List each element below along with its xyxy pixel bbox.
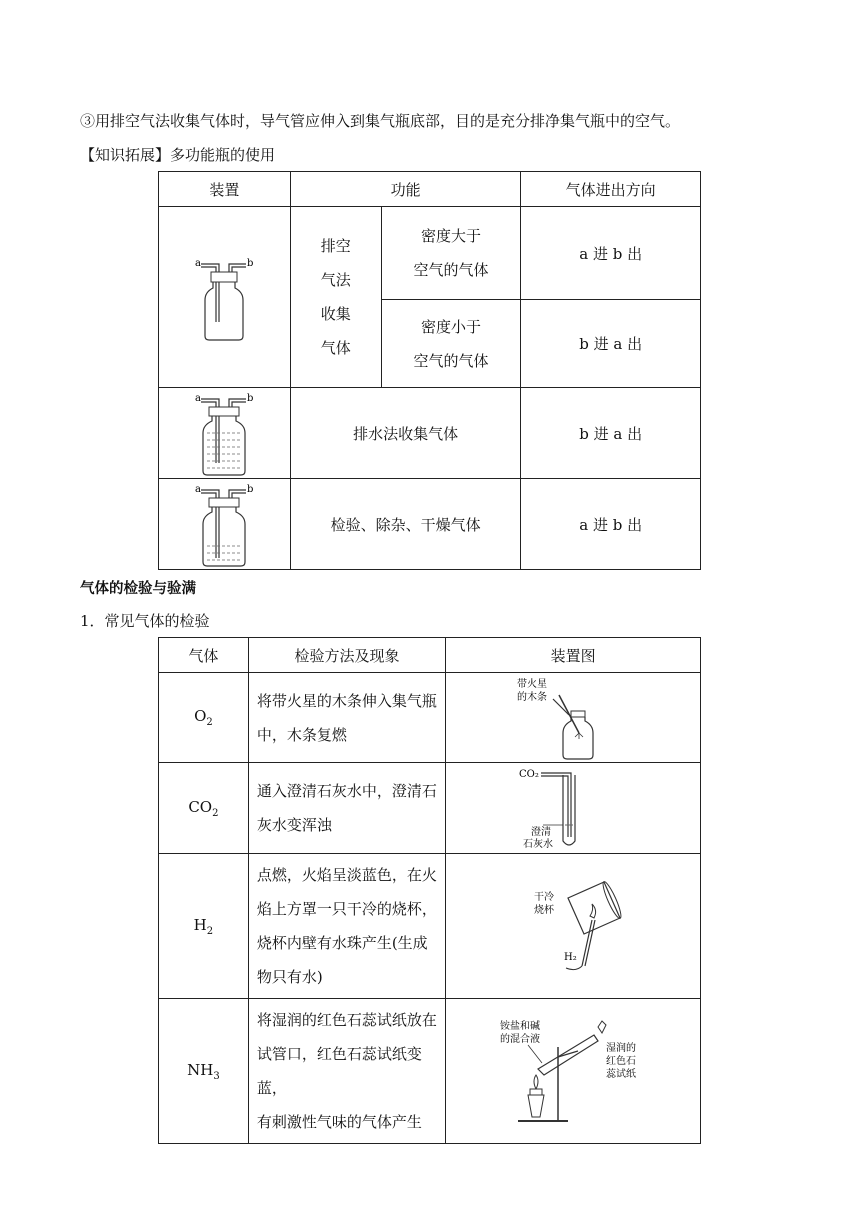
svg-text:b: b [247, 484, 254, 495]
svg-text:烧杯: 烧杯 [534, 905, 555, 916]
limewater-tube-icon [513, 765, 633, 851]
gas-cell-h2: $H_2$ [159, 854, 249, 999]
direction-cell: b 进 a 出 [521, 388, 701, 479]
ammonia-heating-setup-icon [498, 1017, 648, 1125]
svg-text:a: a [195, 258, 202, 269]
empty-bottle-figure [159, 207, 291, 388]
multifunction-bottle-table [158, 171, 701, 570]
o2-test-figure [446, 673, 701, 763]
header-gas: 气体 [159, 638, 249, 673]
density-greater-cell: 密度大于 空气的气体 [381, 207, 521, 300]
svg-text:带火星: 带火星 [517, 678, 548, 690]
svg-text:铵盐和碱: 铵盐和碱 [500, 1021, 541, 1032]
water-bottle-icon [189, 389, 259, 477]
header-device: 装置 [159, 172, 291, 207]
dry-beaker-flame-icon [508, 876, 638, 976]
section-title: 气体的检验与验满 [80, 581, 196, 597]
wash-bottle-figure [159, 479, 291, 570]
svg-text:H₂: H₂ [564, 952, 577, 963]
svg-text:的混合液: 的混合液 [500, 1034, 541, 1045]
method-cell: 将湿润的红色石蕊试纸放在 试管口，红色石蕊试纸变蓝， 有刺激性气味的气体产生 [248, 999, 446, 1144]
wash-bottle-icon [189, 480, 259, 568]
svg-text:干冷: 干冷 [534, 892, 555, 903]
svg-text:的木条: 的木条 [517, 691, 548, 703]
header-figure: 装置图 [446, 638, 701, 673]
method-cell: 将带火星的木条伸入集气瓶 中，木条复燃 [248, 673, 446, 763]
header-function: 功能 [290, 172, 521, 207]
svg-text:湿润的: 湿润的 [606, 1043, 637, 1054]
section-subtitle: 1．常见气体的检验 [80, 612, 210, 630]
extension-title: 【知识拓展】多功能瓶的使用 [80, 146, 276, 164]
header-method: 检验方法及现象 [248, 638, 446, 673]
water-bottle-figure [159, 388, 291, 479]
note-3: ③用排空气法收集气体时，导气管应伸入到集气瓶底部，目的是充分排净集气瓶中的空气。 [80, 112, 681, 130]
header-direction: 气体进出方向 [521, 172, 701, 207]
svg-text:红色石: 红色石 [606, 1056, 637, 1067]
direction-cell: a 进 b 出 [521, 479, 701, 570]
svg-text:蕊试纸: 蕊试纸 [606, 1069, 637, 1080]
svg-text:澄清: 澄清 [531, 827, 552, 838]
gas-cell-nh3: $NH_3$ [159, 999, 249, 1144]
method-cell: 通入澄清石灰水中，澄清石 灰水变浑浊 [248, 763, 446, 854]
direction-cell: a 进 b 出 [521, 207, 701, 300]
gas-cell-co2: $CO_2$ [159, 763, 249, 854]
water-method-cell: 排水法收集气体 [290, 388, 521, 479]
glowing-splint-bottle-icon [513, 675, 633, 761]
method-cell: 点燃，火焰呈淡蓝色，在火 焰上方罩一只干冷的烧杯， 烧杯内壁有水珠产生(生成 物只有水) [248, 854, 446, 999]
svg-text:a: a [195, 393, 202, 404]
svg-text:a: a [195, 484, 202, 495]
svg-text:石灰水: 石灰水 [523, 839, 554, 850]
air-method-label: 排空 气法 收集 气体 [290, 207, 381, 388]
h2-test-figure [446, 854, 701, 999]
co2-test-figure [446, 763, 701, 854]
empty-bottle-icon [189, 252, 259, 342]
gas-test-table [158, 637, 701, 1144]
svg-text:b: b [247, 393, 254, 404]
nh3-test-figure [446, 999, 701, 1144]
check-method-cell: 检验、除杂、干燥气体 [290, 479, 521, 570]
direction-cell: b 进 a 出 [521, 300, 701, 388]
gas-cell-o2: $O_2$ [159, 673, 249, 763]
density-less-cell: 密度小于 空气的气体 [381, 300, 521, 388]
svg-text:CO₂: CO₂ [519, 769, 540, 780]
svg-text:b: b [247, 258, 254, 269]
